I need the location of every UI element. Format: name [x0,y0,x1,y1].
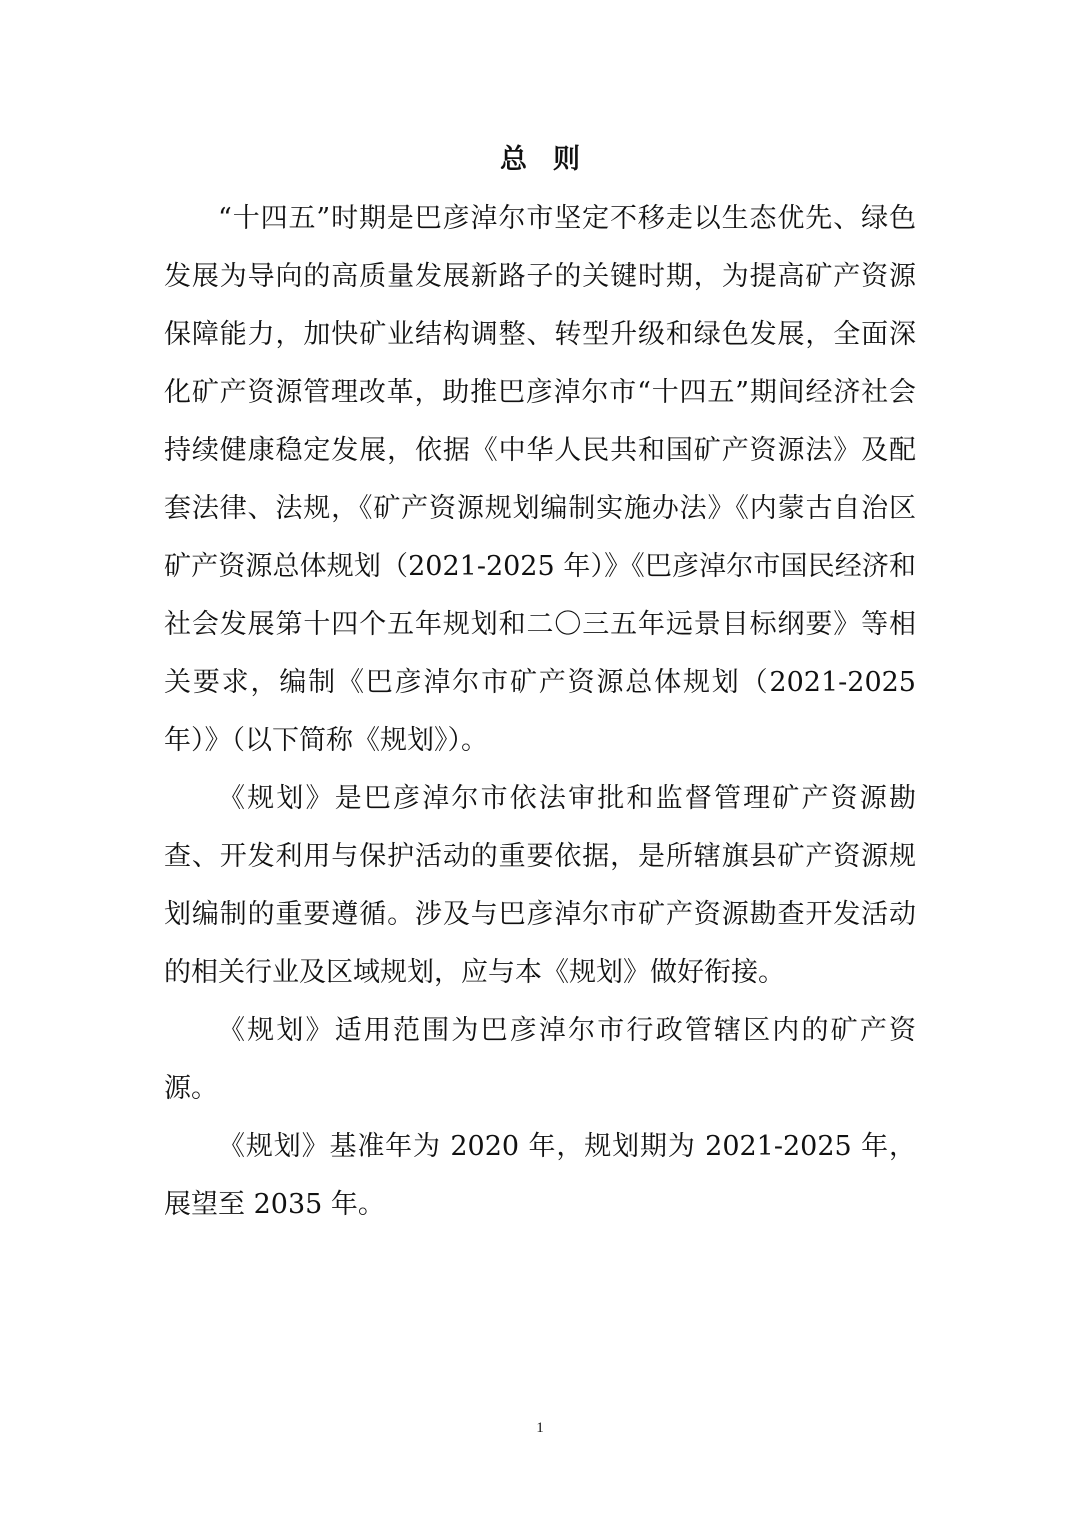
page-title: 总则 [500,144,606,175]
page-number: 1 [536,1420,544,1436]
paragraph-scope: 《规划》适用范围为巴彦淖尔市行政管辖区内的矿产资源。 [164,1015,916,1104]
document-body [164,190,916,1234]
paragraph-background: “十四五”时期是巴彦淖尔市坚定不移走以生态优先、绿色发展为导向的高质量发展新路子的关键时期，为提高矿产资源保障能力，加快矿业结构调整、转型升级和绿色发展，全面深化矿产资源管理改革，助推巴彦淖尔市“十四五”期间经济社会持续健康稳定发展，依据《中华人民共和国矿产资源法》及配套法律、法规，《矿产资源规划编制实施办法》《内蒙古自治区矿产资源总体规划（2021-2025 年）》《巴彦淖尔市国民经济和社会发展第十四个五年规划和二〇三五年远景目标纲要》等相关要求，编制《巴彦淖尔市矿产资源总体规划（2021-2025 年）》（以下简称《规划》）。 [164,203,916,756]
paragraph-role: 《规划》是巴彦淖尔市依法审批和监督管理矿产资源勘查、开发利用与保护活动的重要依据，是所辖旗县矿产资源规划编制的重要遵循。涉及与巴彦淖尔市矿产资源勘查开发活动的相关行业及区域规划，应与本《规划》做好衔接。 [164,783,916,988]
paragraph-period: 《规划》基准年为 2020 年，规划期为 2021-2025 年，展望至 2035 年。 [164,1131,916,1220]
